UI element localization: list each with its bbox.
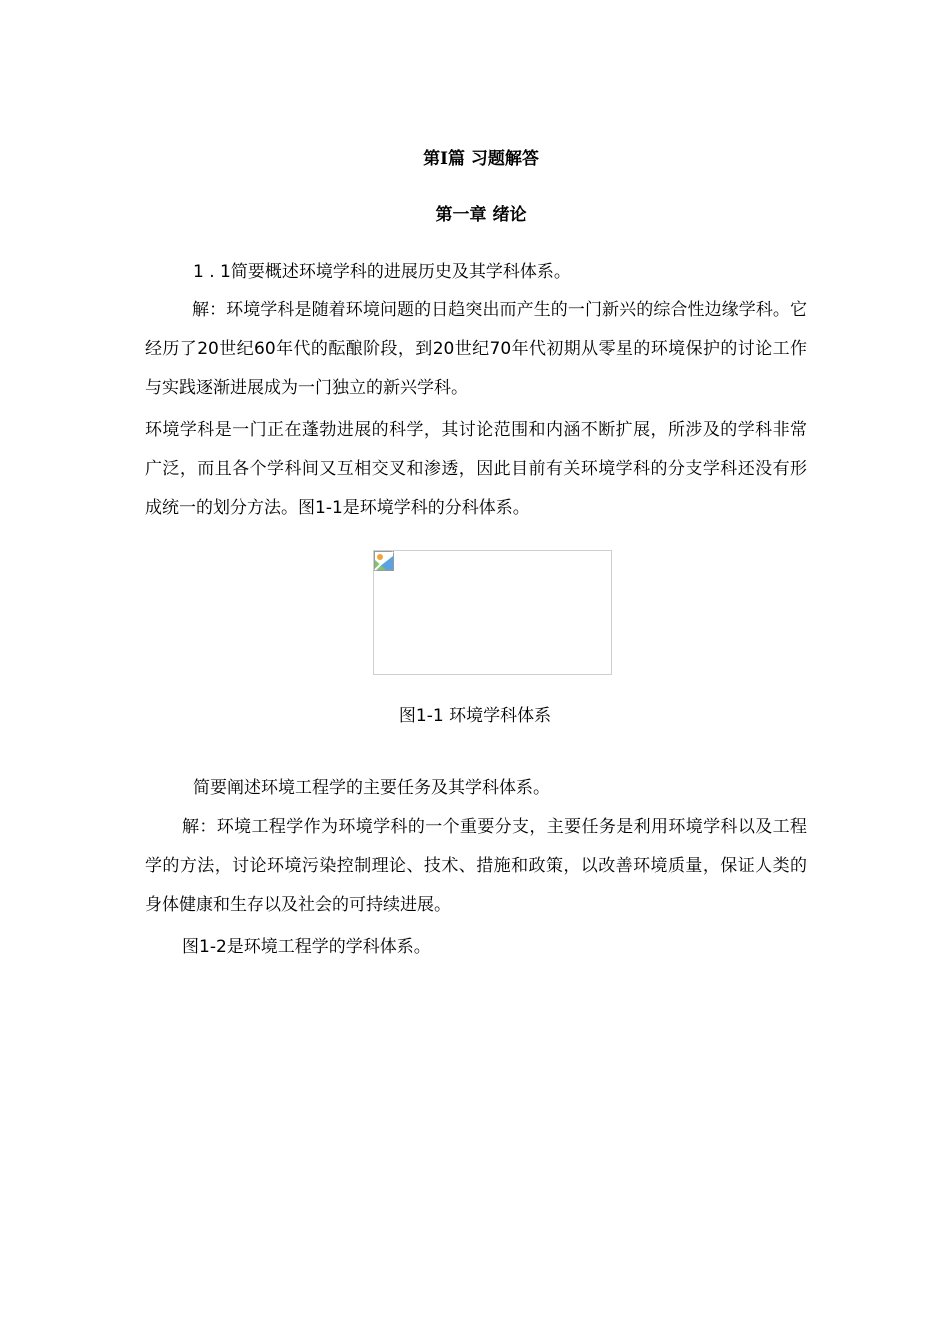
figure-1-image <box>373 550 612 675</box>
answer-2-paragraph-2: 图1-2是环境工程学的学科体系。 <box>182 937 431 957</box>
broken-image-icon <box>374 551 394 571</box>
question-1: 1 . 1简要概述环境学科的进展历史及其学科体系。 <box>193 262 571 282</box>
answer-2-paragraph-1: 解：环境工程学作为环境学科的一个重要分支，主要任务是利用环境学科以及工程学的方法，讨论环境污染控制理论、技术、措施和政策，以改善环境质量，保证人类的身体健康和生存以及社会的可持续进展。 <box>145 817 807 915</box>
chapter-title: 第一章 绪论 <box>435 205 527 225</box>
answer-1-paragraph-1: 解：环境学科是随着环境问题的日趋突出而产生的一门新兴的综合性边缘学科。它经历了20世纪60年代的酝酿阶段，到20世纪70年代初期从零星的环境保护的讨论工作与实践逐渐进展成为一门独立的新兴学科。 <box>145 300 807 398</box>
answer-1-paragraph-2: 环境学科是一门正在蓬勃进展的科学，其讨论范围和内涵不断扩展，所涉及的学科非常广泛，而且各个学科间又互相交叉和渗透，因此目前有关环境学科的分支学科还没有形成统一的划分方法。图1-1是环境学科的分科体系。 <box>145 420 807 518</box>
part-title: 第Ⅰ篇 习题解答 <box>423 149 539 169</box>
figure-1-caption: 图1-1 环境学科体系 <box>398 706 552 726</box>
question-2: 简要阐述环境工程学的主要任务及其学科体系。 <box>193 778 550 798</box>
